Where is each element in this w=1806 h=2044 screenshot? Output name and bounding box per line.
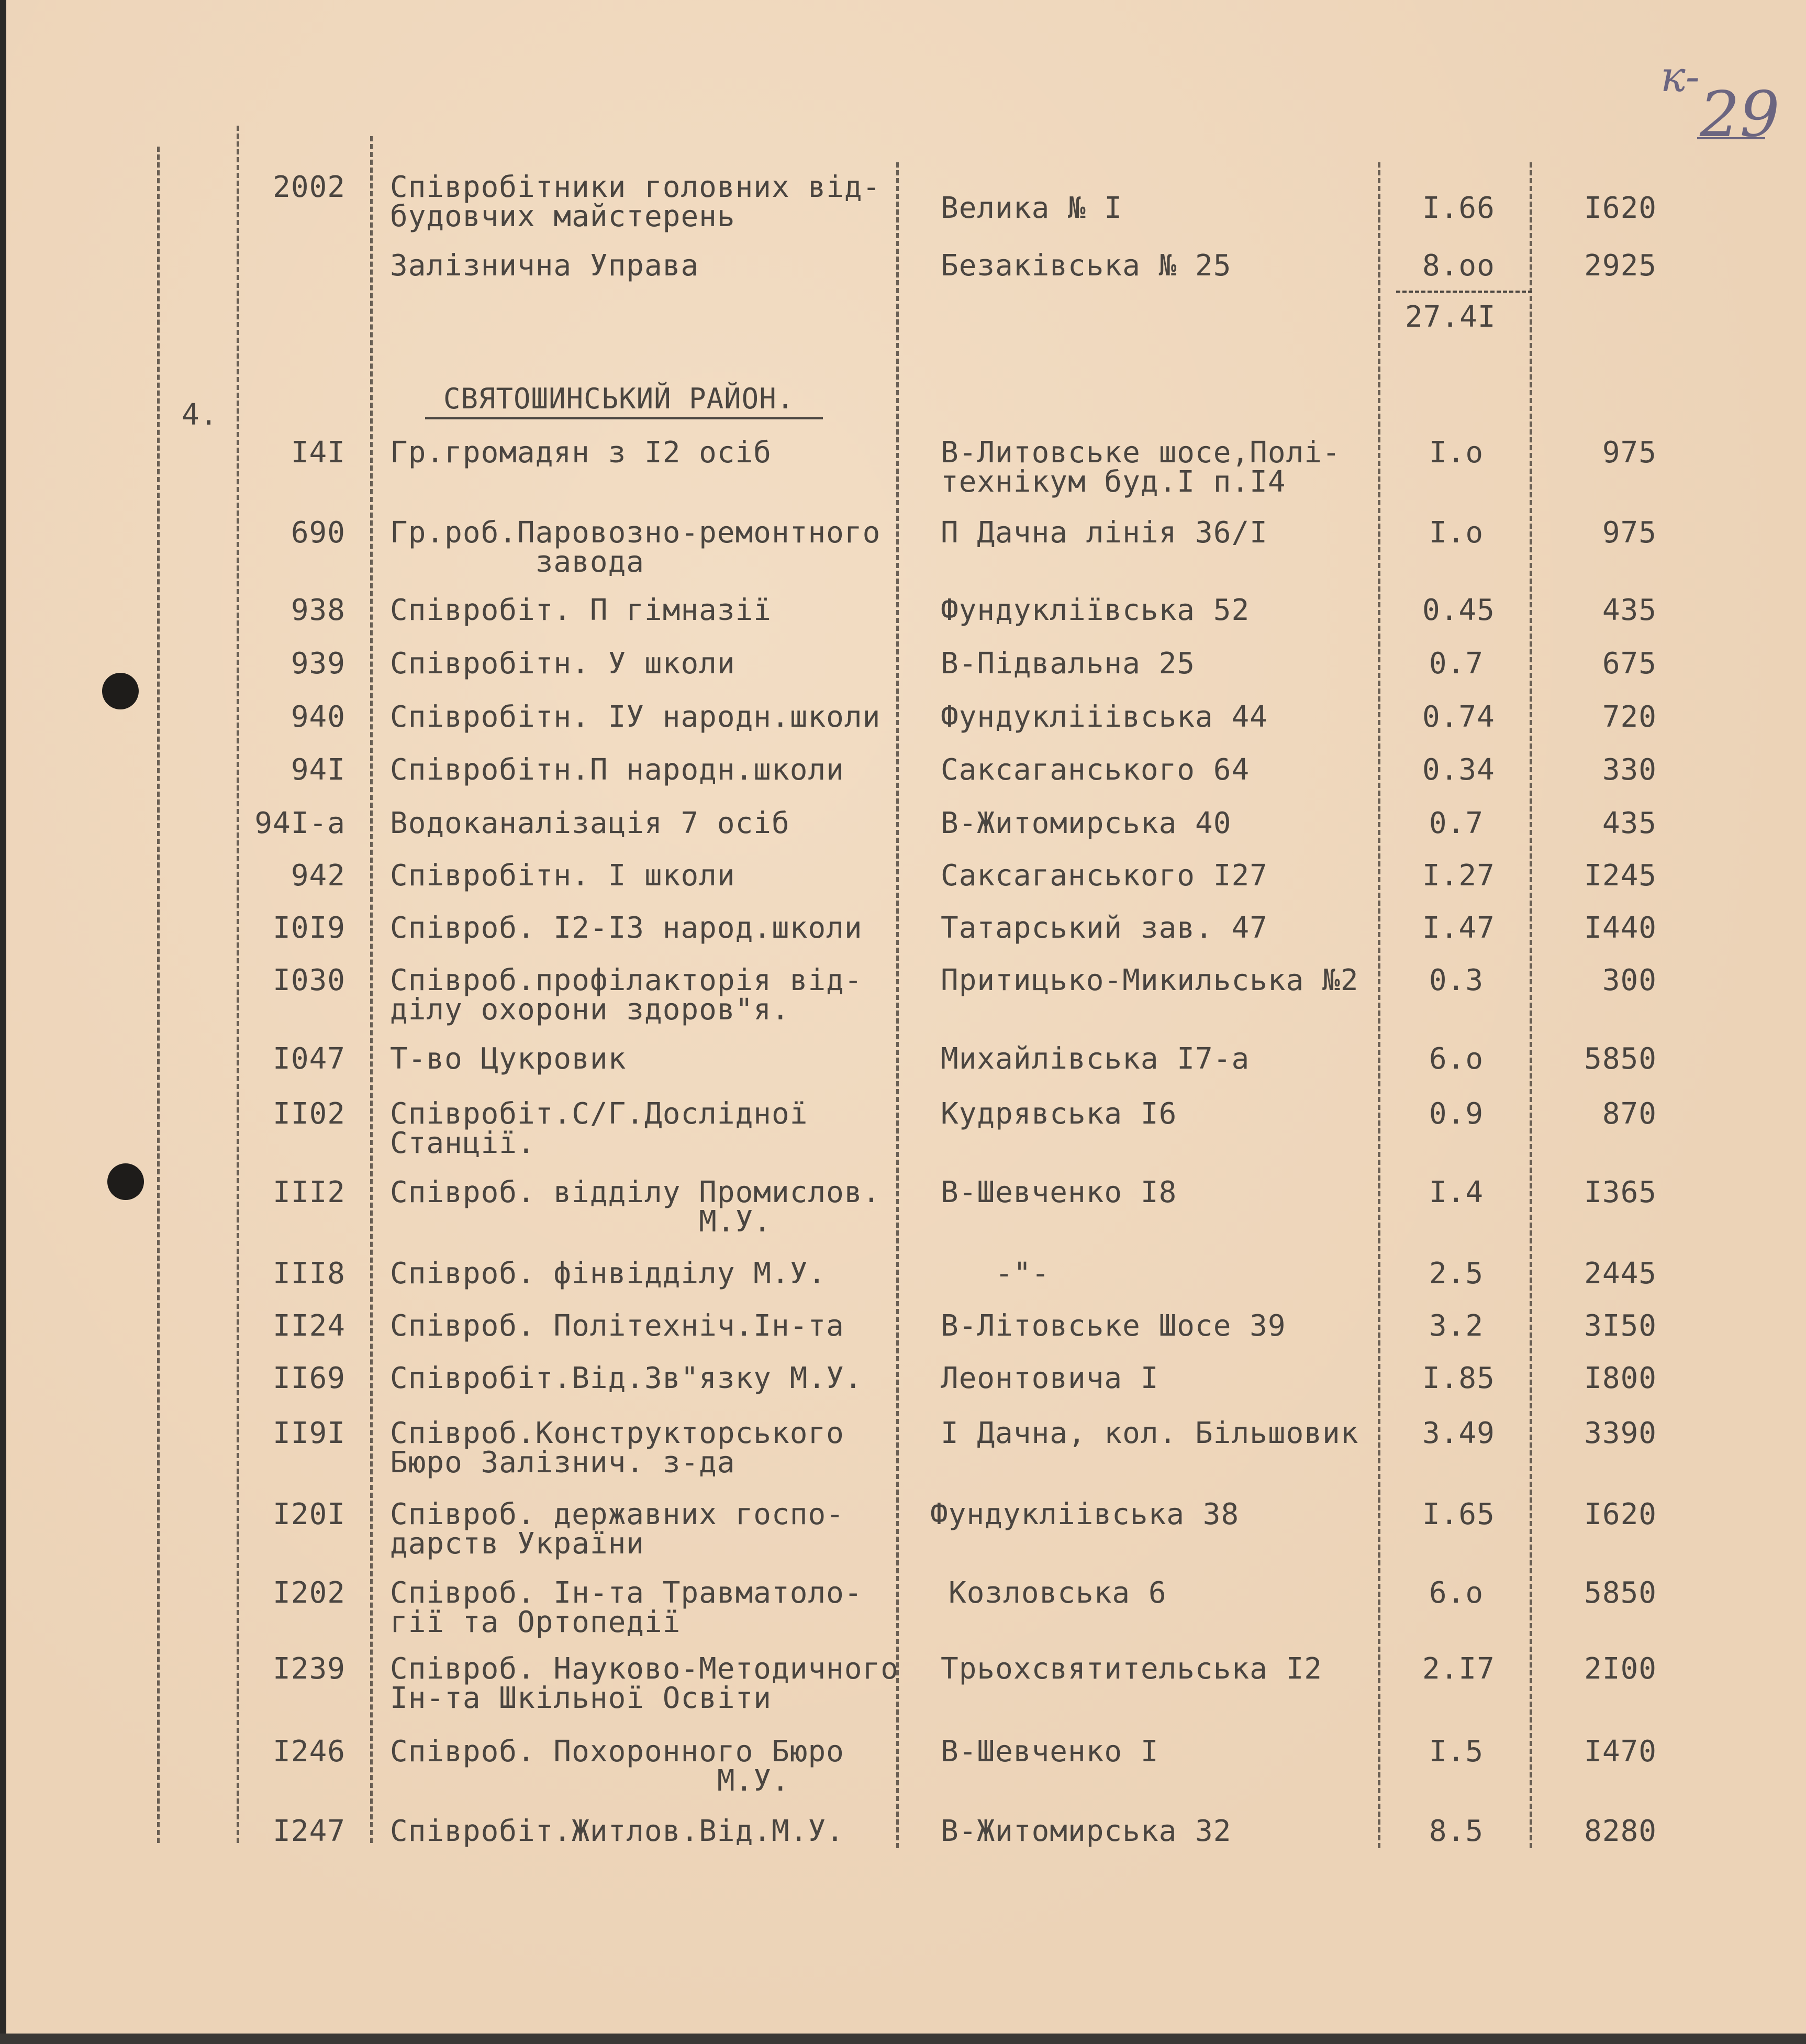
row-address: Безаківська № 25 xyxy=(941,249,1232,283)
punch-hole-bottom xyxy=(107,1163,144,1200)
row-organization: Водоканалізація 7 осіб xyxy=(390,806,790,840)
row-sum: 330 xyxy=(1602,753,1657,787)
row-number: I20I xyxy=(273,1497,345,1531)
row-address: В-Житомирська 40 xyxy=(941,806,1232,840)
row-number: I030 xyxy=(273,963,345,997)
row-number: I202 xyxy=(273,1576,345,1610)
row-address: Фундуклііівська 44 xyxy=(941,700,1268,734)
row-sum: 5850 xyxy=(1584,1042,1657,1076)
row-number: I239 xyxy=(273,1652,345,1686)
row-address: Саксаганського I27 xyxy=(941,859,1268,893)
row-address: Фундукліівська 38 xyxy=(930,1497,1240,1531)
row-sum: 2I00 xyxy=(1584,1652,1657,1686)
row-sum: I620 xyxy=(1584,191,1657,225)
row-area: I.o xyxy=(1429,436,1484,470)
row-address: Саксаганського 64 xyxy=(941,753,1250,787)
row-area: I.65 xyxy=(1422,1497,1495,1531)
row-organization: Співроб.профілакторія від- ділу охорони здоров"я. xyxy=(390,963,863,1027)
row-organization: Співробіт. П гімназії xyxy=(390,593,772,627)
row-sum: 435 xyxy=(1602,593,1657,627)
row-number: 2002 xyxy=(273,170,345,204)
row-organization: Співроб.Конструкторського Бюро Залізнич. з-да xyxy=(390,1416,844,1480)
row-sum: 435 xyxy=(1602,806,1657,840)
row-address: Фундукліївська 52 xyxy=(941,593,1250,627)
section-title: СВЯТОШИНСЬКИЙ РАЙОН. xyxy=(443,382,795,415)
row-sum: 675 xyxy=(1602,647,1657,681)
row-area: 2.I7 xyxy=(1422,1652,1495,1686)
row-organization: Співробіт.Від.Зв"язку М.У. xyxy=(390,1361,863,1395)
row-organization: Співроб. фінвідділу М.У. xyxy=(390,1257,827,1291)
row-organization: Співробітн.П народн.школи xyxy=(390,753,844,787)
row-address: В-Підвальна 25 xyxy=(941,647,1196,681)
row-area: 2.5 xyxy=(1429,1257,1484,1291)
row-area: I.o xyxy=(1429,516,1484,550)
row-area: 0.9 xyxy=(1429,1097,1484,1131)
row-sum: 975 xyxy=(1602,516,1657,550)
row-organization: Т-во Цукровик xyxy=(390,1042,627,1076)
row-address: В-Литовське шосе,Полі- технікум буд.I п.I4 xyxy=(941,436,1341,499)
row-address: Велика № I xyxy=(941,191,1123,225)
row-area: 8.oo xyxy=(1422,249,1495,283)
row-number: 94I xyxy=(291,753,345,787)
row-organization: Гр.роб.Паровозно-ремонтного завода xyxy=(390,516,881,579)
scan-bottom-edge xyxy=(0,2034,1806,2044)
row-address: В-Літовське Шосе 39 xyxy=(941,1309,1286,1343)
row-area: 8.5 xyxy=(1429,1814,1484,1848)
row-sum: 2925 xyxy=(1584,249,1657,283)
row-sum: 8280 xyxy=(1584,1814,1657,1848)
row-address: I Дачна, кол. Більшовик xyxy=(941,1416,1359,1450)
row-address: Притицько-Микильська №2 xyxy=(941,963,1359,997)
row-sum: 870 xyxy=(1602,1097,1657,1131)
row-number: II02 xyxy=(273,1097,345,1131)
row-number: I047 xyxy=(273,1042,345,1076)
row-area: 0.7 xyxy=(1429,647,1484,681)
row-address: Леонтовича I xyxy=(941,1361,1159,1395)
row-address: Кудрявська I6 xyxy=(941,1097,1177,1131)
column-rule-number xyxy=(237,126,239,1843)
row-sum: I620 xyxy=(1584,1497,1657,1531)
row-number: 94I-а xyxy=(254,806,345,840)
row-area: 0.45 xyxy=(1422,593,1495,627)
row-sum: 3390 xyxy=(1584,1416,1657,1450)
row-number: II9I xyxy=(273,1416,345,1450)
row-organization: Співроб. державних госпо- дарств України xyxy=(390,1497,844,1561)
row-address: Козловська 6 xyxy=(949,1576,1167,1610)
row-number: III2 xyxy=(273,1175,345,1209)
row-area: 3.2 xyxy=(1429,1309,1484,1343)
row-organization: Співроб. відділу Промислов. М.У. xyxy=(390,1175,881,1239)
row-address: В-Житомирська 32 xyxy=(941,1814,1232,1848)
punch-hole-top xyxy=(102,673,139,709)
row-organization: Співробітн. У школи xyxy=(390,647,735,681)
row-organization: Співробіт.С/Г.Дослідної Станції. xyxy=(390,1097,808,1160)
row-organization: Залізнична Управа xyxy=(390,249,699,283)
row-number: II24 xyxy=(273,1309,345,1343)
row-address: В-Шевченко I xyxy=(941,1735,1159,1769)
row-number: I4I xyxy=(291,436,345,470)
row-area: 6.o xyxy=(1429,1042,1484,1076)
row-area: I.66 xyxy=(1422,191,1495,225)
row-area: I.5 xyxy=(1429,1735,1484,1769)
row-sum: 5850 xyxy=(1584,1576,1657,1610)
column-rule-address xyxy=(896,162,899,1848)
row-number: I0I9 xyxy=(273,911,345,945)
page-mark: 29 xyxy=(1700,79,1780,151)
row-number: 938 xyxy=(291,593,345,627)
row-number: 690 xyxy=(291,516,345,550)
row-area: 0.74 xyxy=(1422,700,1495,734)
row-organization: Співроб. I2-I3 народ.школи xyxy=(390,911,863,945)
row-address: Татарський зав. 47 xyxy=(941,911,1268,945)
row-organization: Співробіт.Житлов.Від.М.У. xyxy=(390,1814,844,1848)
row-sum: 720 xyxy=(1602,700,1657,734)
section-title-underline xyxy=(425,417,823,419)
row-sum: 975 xyxy=(1602,436,1657,470)
row-number: I247 xyxy=(273,1814,345,1848)
column-rule-left xyxy=(157,147,160,1843)
row-area: I.4 xyxy=(1429,1175,1484,1209)
row-sum: 3I50 xyxy=(1584,1309,1657,1343)
page-mark-underline xyxy=(1697,137,1765,139)
row-organization: Співроб. Політехніч.Ін-та xyxy=(390,1309,844,1343)
document-page xyxy=(6,0,1806,2044)
row-organization: Співроб. Ін-та Травматоло- гії та Ортопедії xyxy=(390,1576,863,1639)
row-area: 3.49 xyxy=(1422,1416,1495,1450)
section-index: 4. xyxy=(182,398,218,432)
row-number: 942 xyxy=(291,859,345,893)
subtotal-value: 27.4I xyxy=(1405,300,1496,334)
row-area: 0.3 xyxy=(1429,963,1484,997)
row-organization: Співроб. Похоронного Бюро М.У. xyxy=(390,1735,844,1798)
row-number: 939 xyxy=(291,647,345,681)
row-sum: 300 xyxy=(1602,963,1657,997)
page-mark-prefix: к- xyxy=(1660,52,1700,101)
row-address: Трьохсвятительська I2 xyxy=(941,1652,1323,1686)
row-number: 940 xyxy=(291,700,345,734)
row-address: П Дачна лінія 36/I xyxy=(941,516,1268,550)
row-area: I.47 xyxy=(1422,911,1495,945)
row-organization: Гр.громадян з I2 осіб xyxy=(390,436,772,470)
row-area: I.85 xyxy=(1422,1361,1495,1395)
row-area: 0.34 xyxy=(1422,753,1495,787)
row-organization: Співроб. Науково-Методичного Ін-та Шкільної Освіти xyxy=(390,1652,899,1715)
row-sum: I470 xyxy=(1584,1735,1657,1769)
row-organization: Співробітники головних від- будовчих майстерень xyxy=(390,170,881,234)
row-organization: Співробітн. IУ народн.школи xyxy=(390,700,881,734)
row-number: III8 xyxy=(273,1257,345,1291)
row-area: 0.7 xyxy=(1429,806,1484,840)
row-organization: Співробітн. I школи xyxy=(390,859,735,893)
row-sum: I245 xyxy=(1584,859,1657,893)
row-sum: I800 xyxy=(1584,1361,1657,1395)
row-number: I246 xyxy=(273,1735,345,1769)
row-sum: I365 xyxy=(1584,1175,1657,1209)
row-address: -"- xyxy=(941,1257,1050,1291)
row-area: I.27 xyxy=(1422,859,1495,893)
row-number: II69 xyxy=(273,1361,345,1395)
column-rule-sum xyxy=(1530,162,1532,1848)
row-address: В-Шевченко I8 xyxy=(941,1175,1177,1209)
row-sum: I440 xyxy=(1584,911,1657,945)
row-address: Михайлівська I7-а xyxy=(941,1042,1250,1076)
column-rule-area xyxy=(1378,162,1380,1848)
column-rule-org xyxy=(370,136,373,1843)
row-area: 6.o xyxy=(1429,1576,1484,1610)
subtotal-rule xyxy=(1396,291,1532,293)
row-sum: 2445 xyxy=(1584,1257,1657,1291)
